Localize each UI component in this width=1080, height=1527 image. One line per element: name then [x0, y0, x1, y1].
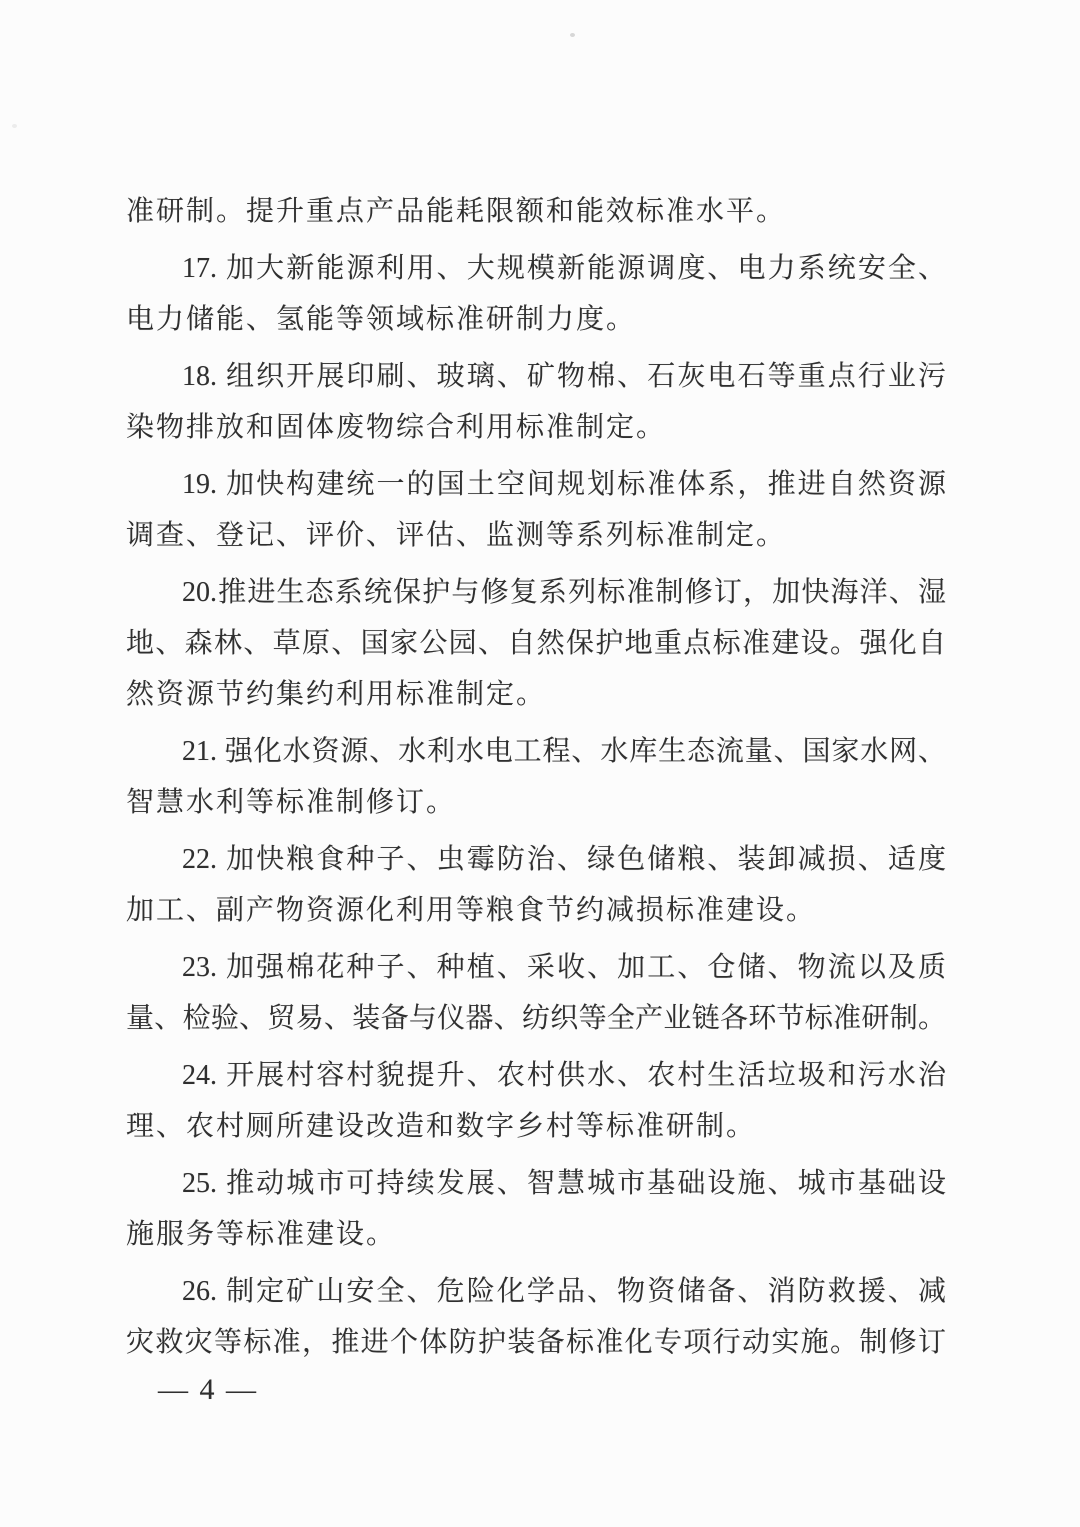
text-line: 17. 加大新能源利用、大规模新能源调度、电力系统安全、: [182, 253, 946, 284]
text-line: 22. 加快粮食种子、虫霉防治、绿色储粮、装卸减损、适度: [182, 844, 946, 875]
text-line: 24. 开展村容村貌提升、农村供水、农村生活垃圾和污水治: [182, 1060, 946, 1091]
text-line: 灾救灾等标准，推进个体防护装备标准化专项行动实施。制修订: [126, 1327, 946, 1358]
text-line: 20.推进生态系统保护与修复系列标准制修订，加快海洋、湿: [182, 577, 946, 608]
page-number: — 4 —: [158, 1373, 258, 1406]
text-line: 26. 制定矿山安全、危险化学品、物资储备、消防救援、减: [182, 1276, 946, 1307]
paragraph: [126, 186, 946, 237]
text-line: 23. 加强棉花种子、种植、采收、加工、仓储、物流以及质: [182, 952, 946, 983]
text-line: 电力储能、氢能等领域标准研制力度。: [126, 304, 637, 335]
text-line: 然资源节约集约利用标准制定。: [126, 679, 547, 710]
paragraph: [126, 1050, 946, 1152]
text-line: 准研制。提升重点产品能耗限额和能效标准水平。: [126, 196, 787, 227]
text-line: 地、森林、草原、国家公园、自然保护地重点标准建设。强化自: [126, 628, 946, 659]
text-line: 理、农村厕所建设改造和数字乡村等标准研制。: [126, 1111, 757, 1142]
paragraph: [126, 351, 946, 453]
paragraph: [126, 834, 946, 936]
paragraph: [126, 1266, 946, 1368]
text-line: 施服务等标准建设。: [126, 1219, 397, 1250]
text-line: 25. 推动城市可持续发展、智慧城市基础设施、城市基础设: [182, 1168, 946, 1199]
paragraph: [126, 1158, 946, 1260]
text-line: 21. 强化水资源、水利水电工程、水库生态流量、国家水网、: [182, 736, 946, 767]
scan-artifact: [570, 33, 575, 37]
text-line: 染物排放和固体废物综合利用标准制定。: [126, 412, 667, 443]
paragraph: [126, 726, 946, 828]
paragraph: [126, 942, 946, 1044]
paragraph: [126, 459, 946, 561]
paragraph: [126, 243, 946, 345]
text-line: 18. 组织开展印刷、玻璃、矿物棉、石灰电石等重点行业污: [182, 361, 946, 392]
text-line: 量、检验、贸易、装备与仪器、纺织等全产业链各环节标准研制。: [126, 1003, 946, 1034]
scan-artifact: [12, 124, 17, 128]
text-line: 19. 加快构建统一的国土空间规划标准体系，推进自然资源: [182, 469, 946, 500]
text-line: 加工、副产物资源化利用等粮食节约减损标准建设。: [126, 895, 817, 926]
text-line: 智慧水利等标准制修订。: [126, 787, 457, 818]
paragraph: [126, 567, 946, 720]
text-line: 调查、登记、评价、评估、监测等系列标准制定。: [126, 520, 787, 551]
